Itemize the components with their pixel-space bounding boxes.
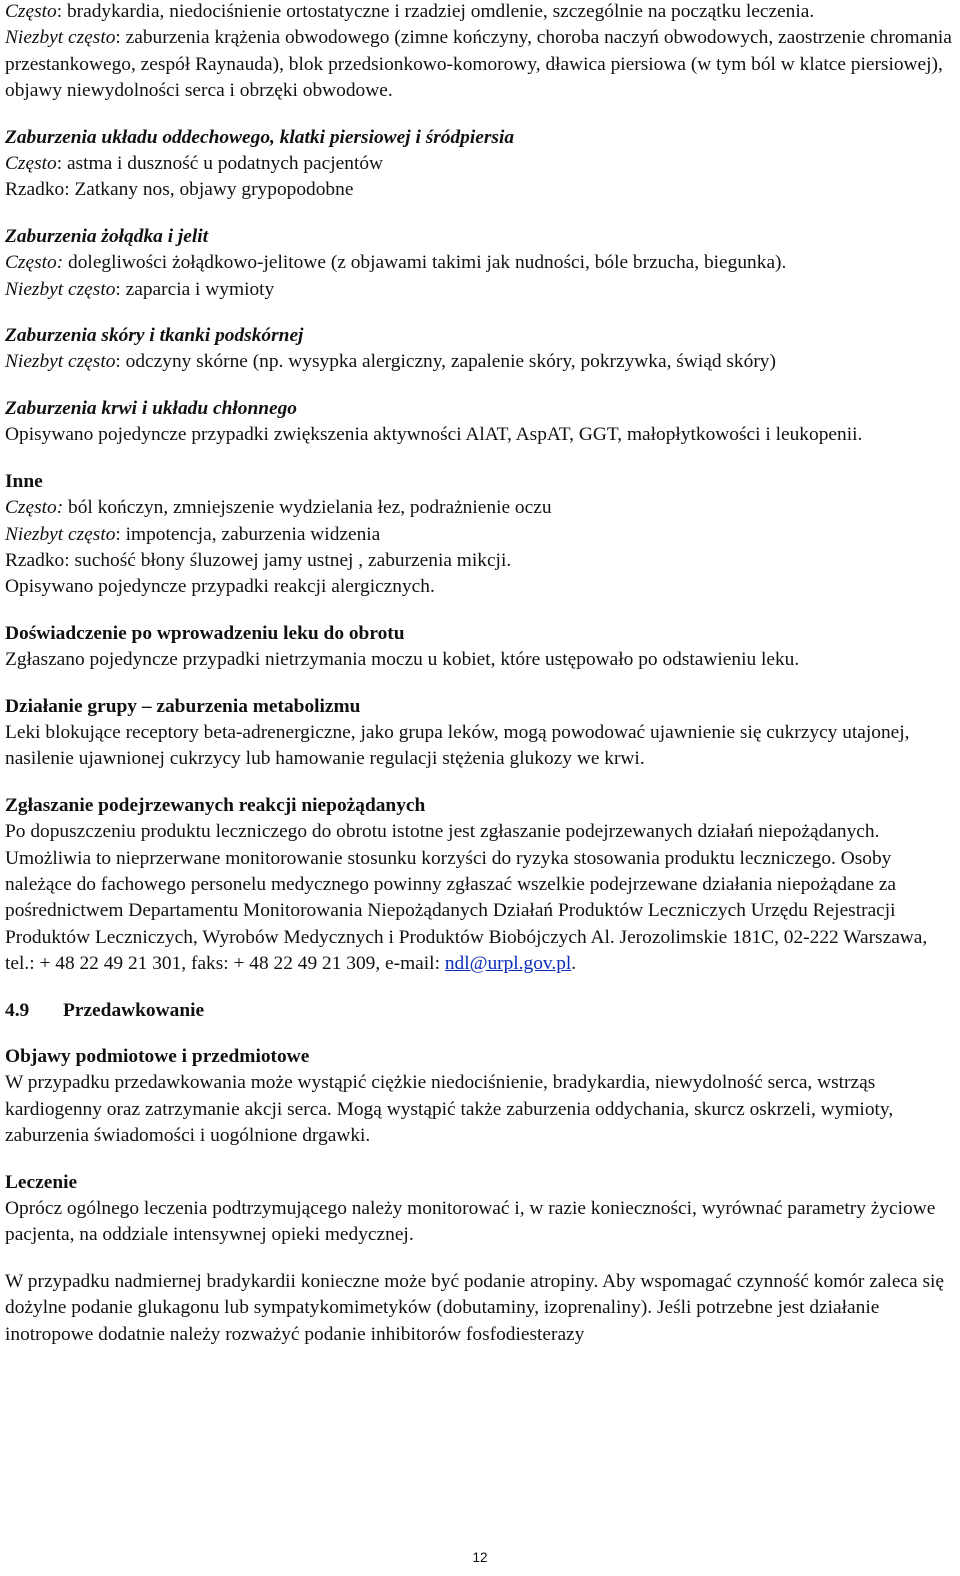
resp-often-text: : astma i duszność u podatnych pacjentów — [56, 153, 384, 175]
other-often-line — [5, 495, 955, 521]
other-often-text: ból kończyn, zmniejszenie wydzielania łez, podrażnienie oczu — [63, 497, 552, 519]
other-rare-line: Rzadko: suchość błony śluzowej jamy ustnej , zaburzenia mikcji. — [5, 549, 512, 571]
other-uncommon-line — [5, 522, 955, 548]
uncommon-label: Niezbyt często — [5, 523, 116, 545]
report-text: Po dopuszczeniu produktu leczniczego do obrotu istotne jest zgłaszanie podejrzewanych działań niepożądanych. Umożliwia to nieprzerwane monitorowanie stosunku korzyści do ryzyka stosowania produktu leczniczego. Osoby należące do fachowego personelu medycznego powinny zgłaszać wszelkie podejrzewane działania niepożądane za pośrednictwem Departamentu Monitorowania Niepożądanych Działań Produktów Leczniczych Urzędu Rejestracji Produktów Leczniczych, Wyrobów Medycznych i Produktów Biobójczych Al. Jerozolimskie 181C, 02-222 Warszawa, tel.: + 48 22 49 21 301, faks: + 48 22 49 21 309, e-mail: — [5, 821, 928, 975]
resp-often-line — [5, 151, 955, 177]
other-section — [5, 469, 955, 601]
section-heading — [5, 998, 955, 1024]
cardio-uncommon-line — [5, 25, 955, 104]
uncommon-label: Niezbyt często — [5, 278, 116, 300]
document-page — [5, 0, 955, 1348]
other-heading: Inne — [5, 470, 43, 492]
resp-rare-line: Rzadko: Zatkany nos, objawy grypopodobne — [5, 179, 354, 201]
uncommon-label: Niezbyt często — [5, 351, 116, 373]
bradycardia-block — [5, 1269, 955, 1348]
symptoms-heading: Objawy podmiotowe i przedmiotowe — [5, 1046, 310, 1067]
blood-text: Opisywano pojedyncze przypadki zwiększenia aktywności AlAT, AspAT, GGT, małopłytkowości i leukopenii. — [5, 424, 863, 446]
symptoms-text: W przypadku przedawkowania może wystąpić ciężkie niedociśnienie, bradykardia, niewydolność serca, wstrząs kardiogenny oraz zatrzymanie akcji serca. Mogą wystąpić także zaburzenia oddychania, skurcz oskrzeli, wymioty, zaburzenia świadomości i uogólnione drgawki. — [5, 1072, 894, 1147]
page-number: 12 — [472, 1550, 488, 1565]
resp-section — [5, 125, 955, 204]
resp-heading: Zaburzenia układu oddechowego, klatki piersiowej i śródpiersia — [5, 126, 515, 148]
gi-uncommon-text: : zaparcia i wymioty — [115, 278, 275, 300]
other-allergy-line: Opisywano pojedyncze przypadki reakcji alergicznych. — [5, 576, 435, 598]
skin-uncommon-line — [5, 349, 955, 375]
group-heading: Działanie grupy – zaburzenia metabolizmu — [5, 695, 361, 717]
postmarket-heading: Doświadczenie po wprowadzeniu leku do obrotu — [5, 622, 405, 644]
report-heading: Zgłaszanie podejrzewanych reakcji niepożądanych — [5, 794, 426, 816]
skin-section — [5, 323, 955, 376]
postmarket-text: Zgłaszano pojedyncze przypadki nietrzymania moczu u kobiet, które ustępowało po odstawieniu leku. — [5, 649, 800, 671]
gi-often-text: dolegliwości żołądkowo-jelitowe (z objawami takimi jak nudności, bóle brzucha, biegunka). — [63, 252, 787, 274]
report-text-paragraph — [5, 819, 955, 977]
treatment-text: Oprócz ogólnego leczenia podtrzymującego należy monitorować i, w razie konieczności, wyrównać parametry życiowe pacjenta, na oddziale intensywnej opieki medycznej. — [5, 1198, 936, 1246]
postmarket-section — [5, 621, 955, 674]
report-end: . — [571, 953, 577, 975]
report-section — [5, 793, 955, 978]
other-uncommon-text: : impotencja, zaburzenia widzenia — [115, 523, 381, 545]
cardio-often-text: : bradykardia, niedociśnienie ortostatyczne i rzadziej omdlenie, szczególnie na początku leczenia. — [56, 1, 815, 22]
often-label: Często: — [5, 497, 64, 519]
often-label: Często: — [5, 252, 64, 274]
gi-heading: Zaburzenia żołądka i jelit — [5, 225, 209, 247]
overdose-section — [5, 998, 955, 1348]
blood-section — [5, 396, 955, 449]
gi-uncommon-line — [5, 277, 955, 303]
uncommon-label: Niezbyt często — [5, 27, 116, 49]
section-number: 4.9 — [5, 999, 30, 1021]
cardio-uncommon-text: : zaburzenia krążenia obwodowego (zimne kończyny, choroba naczyń obwodowych, zaostrzenie chromania przestankowego, zespół Raynauda), blok przedsionkowo-komorowy, dławica piersiowa (w tym ból w klatce piersiowej), objawy niewydolności serca i obrzęki obwodowe. — [5, 27, 952, 102]
symptoms-block — [5, 1044, 955, 1150]
section-title: Przedawkowanie — [63, 999, 205, 1021]
bradycardia-text: W przypadku nadmiernej bradykardii konieczne może być podanie atropiny. Aby wspomagać czynność komór zaleca się dożylne podanie glukagonu lub sympatykomimetyków (dobutaminy, izoprenaliny). Jeśli potrzebne jest działanie inotropowe dodatnie należy rozważyć podanie inhibitorów fosfodiesterazy — [5, 1270, 945, 1345]
treatment-block — [5, 1170, 955, 1249]
often-label: Często — [5, 1, 57, 22]
treatment-heading: Leczenie — [5, 1171, 78, 1193]
group-text: Leki blokujące receptory beta-adrenergiczne, jako grupa leków, mogą powodować ujawnienie się cukrzycy utajonej, nasilenie ujawnionej cukrzycy lub hamowanie regulacji stężenia glukozy we krwi. — [5, 721, 910, 770]
gi-often-line — [5, 250, 955, 276]
cardio-section — [5, 0, 955, 105]
email-link[interactable]: ndl@urpl.gov.pl — [444, 953, 572, 975]
gi-section — [5, 224, 955, 303]
blood-heading: Zaburzenia krwi i układu chłonnego — [5, 397, 298, 419]
often-label: Często — [5, 153, 57, 175]
skin-heading: Zaburzenia skóry i tkanki podskórnej — [5, 325, 304, 347]
skin-uncommon-text: : odczyny skórne (np. wysypka alergiczny, zapalenie skóry, pokrzywka, świąd skóry) — [115, 351, 776, 373]
group-section — [5, 694, 955, 773]
cardio-often-line — [5, 0, 955, 25]
